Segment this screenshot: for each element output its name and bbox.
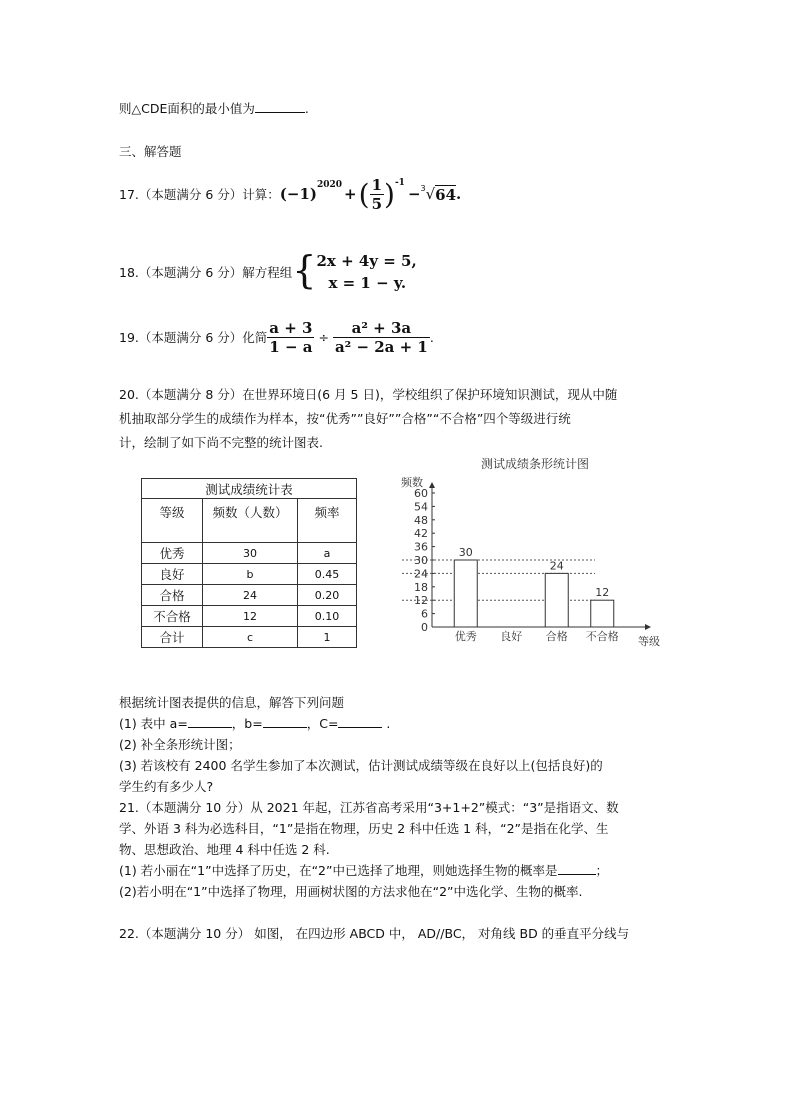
- bar: [545, 573, 568, 627]
- y-tick-label: 54: [414, 500, 428, 514]
- x-tick-label: 良好: [500, 630, 523, 643]
- part-3-line2: 学生约有多少人?: [119, 779, 214, 794]
- part-2: (2) 补全条形统计图；: [119, 737, 241, 752]
- table-cell: a: [298, 543, 357, 564]
- question-18: 18.（本题满分 6 分）解方程组 { 2x + 4y = 5, x = 1 − y.: [119, 248, 417, 292]
- table-cell: 24: [203, 585, 298, 606]
- y-axis-arrow: [429, 482, 435, 488]
- x-tick-label: 不合格: [585, 630, 619, 643]
- chart-title: 测试成绩条形统计图: [480, 457, 590, 471]
- radical-icon: √: [425, 185, 436, 203]
- part-1: (1) 表中 a= ，b= ，C= .: [119, 716, 391, 731]
- fraction: $\frac{1}{5}$: [371, 175, 382, 213]
- q21-line2: 学、外语 3 科为必选科目，“1”是指在物理，历史 2 科中任选 1 科，“2”是指在化学、生: [119, 821, 609, 836]
- table-title: 测试成绩统计表: [142, 479, 357, 499]
- table-cell: 合格: [142, 585, 203, 606]
- table-header: 频率: [298, 499, 357, 543]
- bar-data-label: 30: [458, 546, 473, 559]
- y-tick-label: 42: [414, 527, 428, 541]
- table-cell: 优秀: [142, 543, 203, 564]
- table-cell: b: [203, 564, 298, 585]
- y-axis-label: 频数: [401, 476, 423, 489]
- question-19: 19.（本题满分 6 分）化简 $\frac{a + 3}{1 - a}$ ÷ $\frac{\text{a² + 3a}}{\text{a² − 2a + 1}}$ .: [119, 318, 434, 356]
- q21-part-1: (1) 若小丽在“1”中选择了历史，在“2”中已选择了地理，则她选择生物的概率是 ；: [119, 863, 609, 878]
- question-17: 17.（本题满分 6 分）计算： (−1) $^{2020}$ + ( $\frac{1}{5}$ ) $^{-1}$ − $^3$ √ 64 .: [119, 175, 462, 213]
- instructions: 根据统计图表提供的信息，解答下列问题: [119, 695, 345, 710]
- x-axis-label: 等级: [638, 635, 660, 648]
- q20-line2: 机抽取部分学生的成绩作为样本，按“优秀””良好””合格”“不合格”四个等级进行统: [119, 411, 571, 426]
- y-tick-label: 12: [414, 594, 428, 608]
- y-tick-label: 18: [414, 580, 428, 594]
- bar-data-label: 24: [549, 559, 564, 573]
- statistics-table: [141, 478, 357, 648]
- table-cell: 0.10: [298, 606, 357, 627]
- q16-tail: 则△CDE面积的最小值为 .: [119, 101, 309, 116]
- y-tick-label: 6: [421, 607, 428, 621]
- y-tick-label: 60: [414, 487, 428, 500]
- table-cell: 良好: [142, 564, 203, 585]
- y-tick-label: 0: [421, 621, 428, 634]
- bar: [591, 600, 614, 627]
- fraction-2: $\frac{\text{a² + 3a}}{\text{a² − 2a + 1}}$: [334, 318, 428, 356]
- brace-icon: {: [292, 248, 317, 292]
- q20-line3: 计，绘制了如下尚不完整的统计图表.: [119, 435, 323, 450]
- table-cell: 不合格: [142, 606, 203, 627]
- q22-line1: 22.（本题满分 10 分） 如图， 在四边形 ABCD 中， AD//BC， 对角线 BD 的垂直平分线与: [119, 926, 630, 941]
- table-cell: c: [203, 627, 298, 648]
- q21-part-2: (2)若小明在“1”中选择了物理，用画树状图的方法求他在“2”中选化学、生物的概率.: [119, 884, 583, 899]
- bar-data-label: 12: [595, 586, 610, 600]
- y-tick-label: 36: [414, 540, 428, 554]
- table-cell: 12: [203, 606, 298, 627]
- table-header: 频数（人数）: [203, 499, 298, 543]
- q21-line1: 21.（本题满分 10 分）从 2021 年起，江苏省高考采用“3+1+2”模式：“3”是指语文、数: [119, 800, 619, 815]
- table-header: 等级: [142, 499, 203, 543]
- q20-line1: 20.（本题满分 8 分）在世界环境日(6 月 5 日)，学校组织了保护环境知识测试，现从中随: [119, 387, 618, 402]
- fraction-1: $\frac{a + 3}{1 - a}$: [269, 318, 313, 356]
- answer-blank: [255, 100, 305, 113]
- y-tick-label: 48: [414, 513, 428, 527]
- x-axis-arrow: [645, 624, 651, 630]
- x-tick-label: 合格: [545, 630, 568, 643]
- q21-line3: 物、思想政治、地理 4 科中任选 2 科.: [119, 842, 330, 857]
- part-3-line1: (3) 若该校有 2400 名学生参加了本次测试，估计测试成绩等级在良好以上(包括良好)的: [119, 758, 603, 773]
- table-cell: 0.20: [298, 585, 357, 606]
- bar: [454, 560, 477, 627]
- bar-chart: [395, 455, 670, 655]
- table-cell: 30: [203, 543, 298, 564]
- table-cell: 0.45: [298, 564, 357, 585]
- table-cell: 1: [298, 627, 357, 648]
- y-tick-label: 24: [414, 567, 428, 581]
- y-tick-label: 30: [414, 554, 428, 567]
- x-tick-label: 优秀: [454, 630, 477, 643]
- section-heading: 三、解答题: [119, 144, 182, 159]
- table-cell: 合计: [142, 627, 203, 648]
